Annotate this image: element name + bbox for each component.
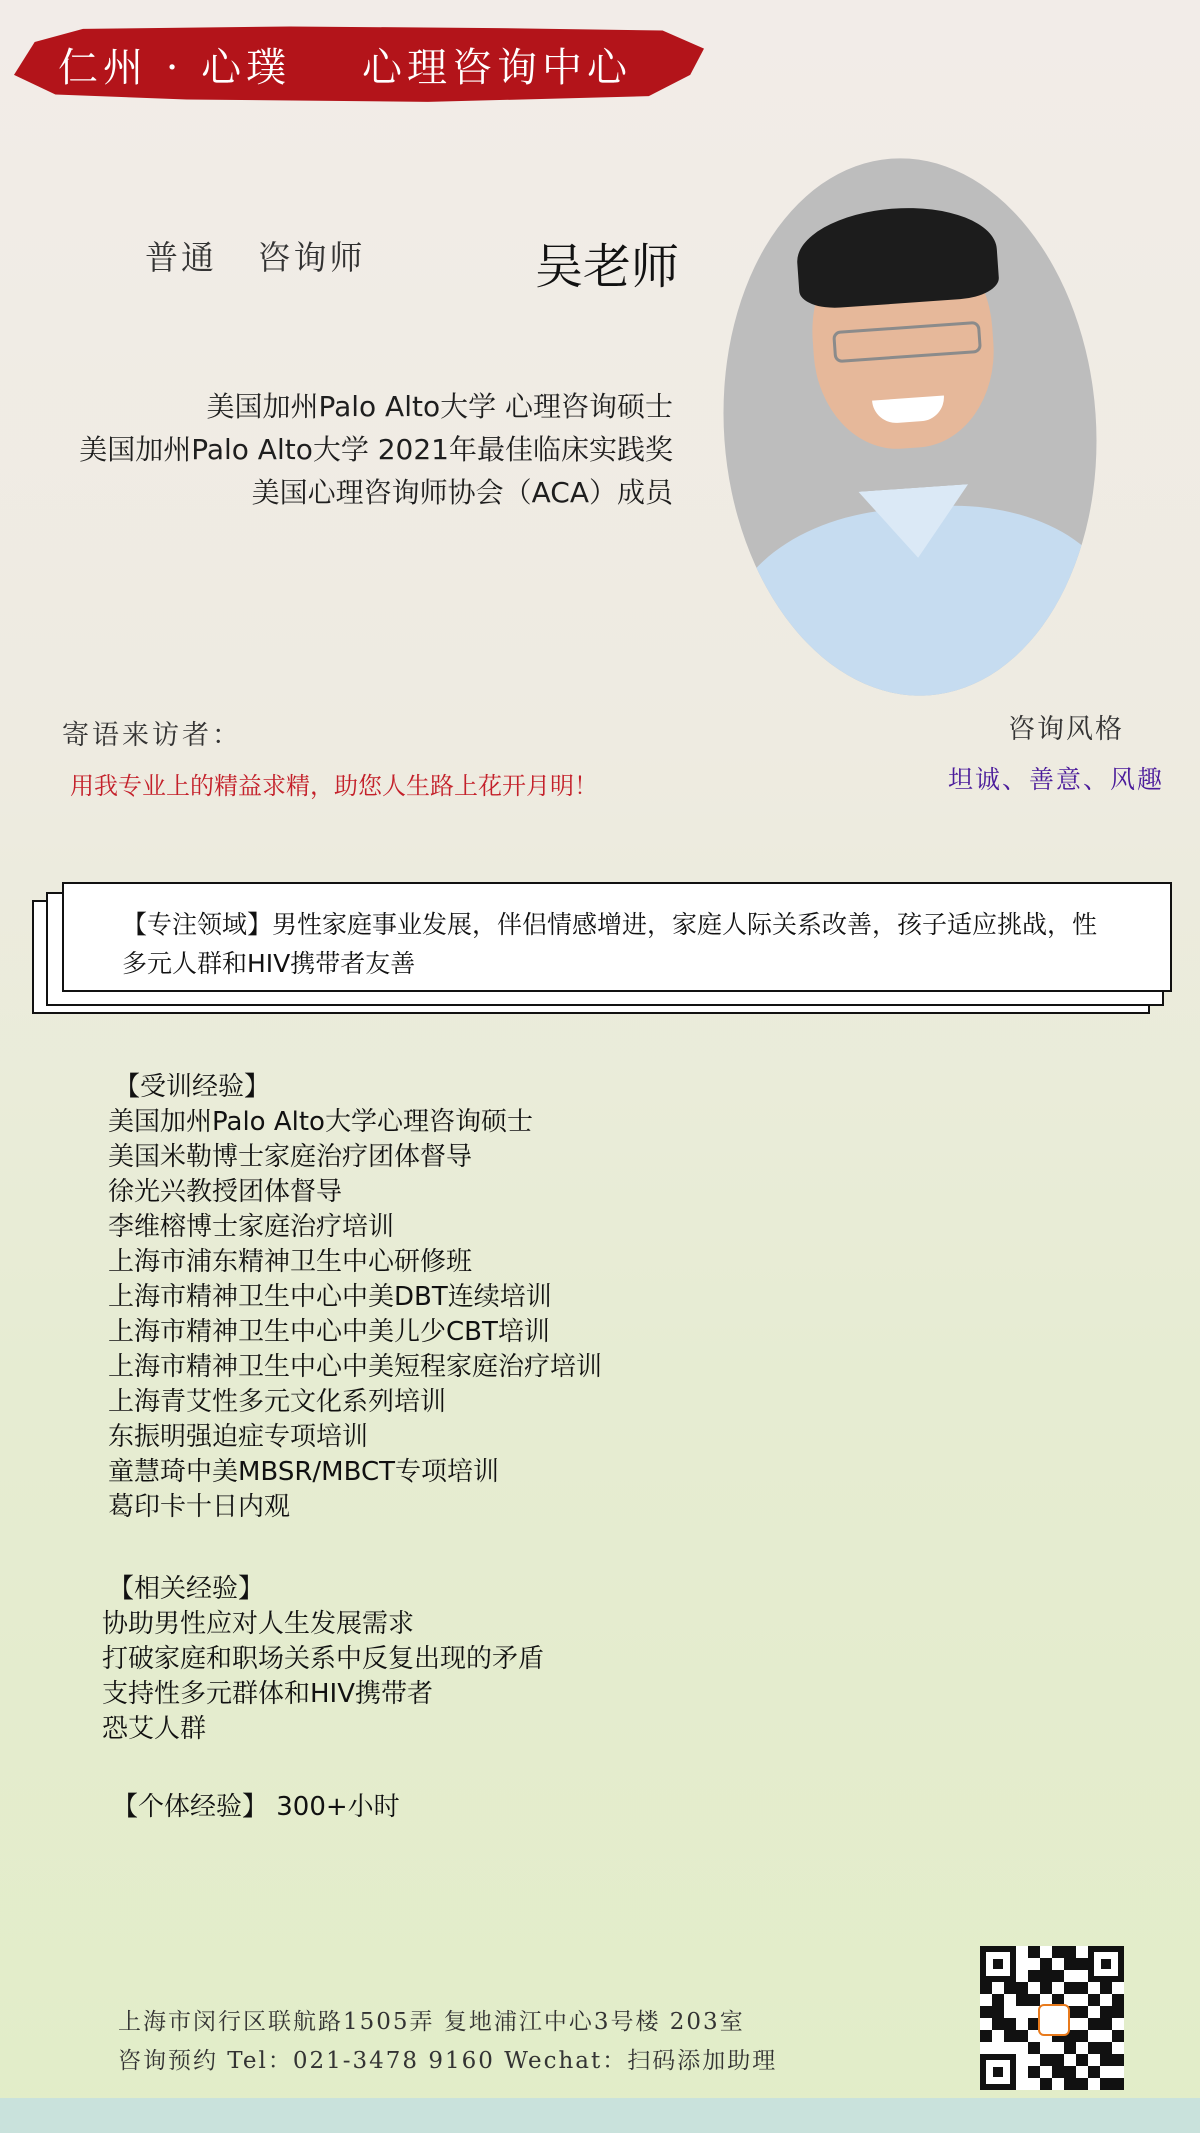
qr-module	[1076, 1946, 1088, 1958]
qr-module	[1052, 1958, 1064, 1970]
qr-module	[1016, 2054, 1028, 2066]
qr-module	[1016, 2030, 1028, 2042]
qr-module	[1064, 1958, 1076, 1970]
qr-module	[1100, 1982, 1112, 1994]
qr-module	[1064, 2078, 1076, 2090]
qr-module	[1052, 2054, 1064, 2066]
related-heading: 【相关经验】	[108, 1574, 265, 1604]
qr-module	[1076, 2018, 1088, 2030]
qr-module	[1100, 2006, 1112, 2018]
list-item: 童慧琦中美MBSR/MBCT专项培训	[108, 1457, 499, 1487]
qr-finder	[1088, 1946, 1124, 1982]
qr-module	[1040, 2054, 1052, 2066]
qr-module	[1064, 1970, 1076, 1982]
qr-finder	[980, 1946, 1016, 1982]
list-item: 东振明强迫症专项培训	[108, 1422, 369, 1452]
bottom-band	[0, 2098, 1200, 2133]
counselor-photo	[706, 146, 1115, 709]
qr-module	[1052, 2042, 1064, 2054]
qr-module	[1088, 2066, 1100, 2078]
style-label: 咨询风格	[1008, 714, 1124, 745]
qr-module	[1100, 2018, 1112, 2030]
qr-module	[992, 2042, 1004, 2054]
qr-module	[1064, 2066, 1076, 2078]
qr-module	[1088, 2054, 1100, 2066]
qr-module	[1088, 1982, 1100, 1994]
qr-module	[980, 1982, 992, 1994]
qr-module	[1112, 2006, 1124, 2018]
qr-module	[1052, 2078, 1064, 2090]
qr-module	[1028, 2042, 1040, 2054]
qr-module	[1040, 2078, 1052, 2090]
qr-module	[1088, 2018, 1100, 2030]
qr-module	[1076, 2006, 1088, 2018]
qr-code-icon	[980, 1946, 1124, 2090]
qr-module	[1100, 2066, 1112, 2078]
qr-module	[1076, 2078, 1088, 2090]
qr-module	[1016, 1982, 1028, 1994]
list-item: 李维榕博士家庭治疗培训	[108, 1212, 395, 1242]
qr-module	[1052, 1982, 1064, 1994]
credential-item: 美国心理咨询师协会（ACA）成员	[251, 476, 673, 509]
credential-item: 美国加州Palo Alto大学 心理咨询硕士	[206, 390, 673, 423]
counselor-name: 吴老师	[535, 239, 680, 295]
focus-areas-card	[62, 882, 1172, 992]
qr-module	[1028, 2078, 1040, 2090]
qr-module	[1028, 1970, 1040, 1982]
list-item: 上海青艾性多元文化系列培训	[108, 1387, 447, 1417]
qr-module	[1040, 2042, 1052, 2054]
qr-module	[1076, 2042, 1088, 2054]
qr-module	[1112, 2078, 1124, 2090]
qr-module	[1112, 1982, 1124, 1994]
focus-areas-text: 【专注领域】男性家庭事业发展，伴侣情感增进，家庭人际关系改善，孩子适应挑战，性多元人群和HIV携带者友善	[122, 910, 1098, 978]
qr-module	[1100, 2030, 1112, 2042]
qr-module	[1040, 2066, 1052, 2078]
qr-module	[980, 2018, 992, 2030]
qr-module	[1112, 2018, 1124, 2030]
qr-module	[1100, 2078, 1112, 2090]
list-item: 上海市浦东精神卫生中心研修班	[108, 1247, 473, 1277]
center-name: 仁州 · 心璞 心理咨询中心	[58, 45, 633, 91]
qr-module	[1112, 2066, 1124, 2078]
qr-module	[1088, 2006, 1100, 2018]
qr-module	[1088, 2078, 1100, 2090]
address-text: 上海市闵行区联航路1505弄 复地浦江中心3号楼 203室	[118, 2009, 745, 2035]
list-item: 上海市精神卫生中心中美儿少CBT培训	[108, 1317, 550, 1347]
qr-module	[1028, 2054, 1040, 2066]
qr-module	[1004, 2006, 1016, 2018]
list-item: 徐光兴教授团体督导	[108, 1177, 343, 1207]
qr-module	[980, 2006, 992, 2018]
qr-module	[1016, 1958, 1028, 1970]
list-item: 上海市精神卫生中心中美DBT连续培训	[108, 1282, 552, 1312]
qr-module	[980, 2042, 992, 2054]
qr-module	[1064, 2054, 1076, 2066]
qr-module	[1016, 1946, 1028, 1958]
qr-module	[1016, 2006, 1028, 2018]
qr-module	[1016, 1970, 1028, 1982]
qr-module	[1076, 2030, 1088, 2042]
qr-module	[1112, 1994, 1124, 2006]
credential-item: 美国加州Palo Alto大学 2021年最佳临床实践奖	[79, 433, 673, 466]
credentials-list	[79, 385, 673, 514]
qr-module	[1004, 2042, 1016, 2054]
qr-module	[1004, 1994, 1016, 2006]
qr-module	[1040, 1958, 1052, 1970]
list-item: 美国米勒博士家庭治疗团体督导	[108, 1142, 473, 1172]
list-item: 打破家庭和职场关系中反复出现的矛盾	[102, 1644, 545, 1674]
contact-text: 咨询预约 Tel：021-3478 9160 Wechat：扫码添加助理	[118, 2048, 778, 2074]
related-section	[102, 1572, 544, 1747]
message-label: 寄语来访者：	[62, 720, 242, 751]
qr-module	[1016, 2018, 1028, 2030]
qr-module	[1016, 2042, 1028, 2054]
qr-module	[1004, 2018, 1016, 2030]
qr-module	[1064, 1946, 1076, 1958]
qr-module	[992, 1994, 1004, 2006]
qr-module	[992, 2018, 1004, 2030]
qr-module	[1088, 2042, 1100, 2054]
qr-module	[1028, 1982, 1040, 1994]
footer-contact	[118, 2003, 777, 2081]
qr-module	[1088, 1994, 1100, 2006]
qr-module	[1028, 2066, 1040, 2078]
qr-module	[1112, 2030, 1124, 2042]
qr-module	[1040, 1970, 1052, 1982]
qr-module	[1076, 1982, 1088, 1994]
qr-logo-icon	[1038, 2004, 1070, 2036]
list-item: 上海市精神卫生中心中美短程家庭治疗培训	[108, 1352, 603, 1382]
qr-module	[1076, 1994, 1088, 2006]
hair-shape	[794, 202, 1000, 311]
qr-module	[1052, 1946, 1064, 1958]
list-item: 支持性多元群体和HIV携带者	[102, 1679, 434, 1709]
qr-module	[1064, 1982, 1076, 1994]
style-value: 坦诚、善意、风趣	[947, 765, 1164, 794]
qr-module	[992, 2030, 1004, 2042]
qr-module	[1016, 2066, 1028, 2078]
qr-module	[1028, 1946, 1040, 1958]
list-item: 恐艾人群	[102, 1714, 207, 1744]
qr-module	[1100, 2042, 1112, 2054]
qr-module	[1076, 2054, 1088, 2066]
qr-module	[1028, 1958, 1040, 1970]
qr-module	[980, 2030, 992, 2042]
qr-module	[1052, 2066, 1064, 2078]
qr-module	[1076, 1958, 1088, 1970]
message-text: 用我专业上的精益求精，助您人生路上花开月明！	[70, 772, 598, 800]
qr-module	[1040, 1946, 1052, 1958]
qr-module	[1004, 1982, 1016, 1994]
qr-module	[992, 1982, 1004, 1994]
qr-module	[1040, 1982, 1052, 1994]
list-item: 协助男性应对人生发展需求	[102, 1609, 415, 1639]
qr-finder	[980, 2054, 1016, 2090]
qr-module	[992, 2006, 1004, 2018]
qr-module	[1112, 2042, 1124, 2054]
qr-module	[1076, 1970, 1088, 1982]
qr-module	[1064, 2042, 1076, 2054]
qr-module	[1100, 2054, 1112, 2066]
list-item: 葛印卡十日内观	[108, 1492, 291, 1522]
qr-module	[1052, 1970, 1064, 1982]
qr-module	[1076, 2066, 1088, 2078]
qr-module	[1088, 2030, 1100, 2042]
counselor-level: 普通 咨询师	[145, 238, 366, 277]
qr-module	[980, 1994, 992, 2006]
qr-module	[1004, 2030, 1016, 2042]
qr-module	[1100, 1994, 1112, 2006]
qr-module	[1016, 1994, 1028, 2006]
training-section	[108, 1070, 602, 1525]
qr-module	[1016, 2078, 1028, 2090]
individual-experience: 【个体经验】 300+小时	[112, 1792, 400, 1822]
qr-module	[1028, 1994, 1040, 2006]
qr-module	[1112, 2054, 1124, 2066]
list-item: 美国加州Palo Alto大学心理咨询硕士	[108, 1107, 533, 1137]
training-heading: 【受训经验】	[114, 1072, 271, 1102]
